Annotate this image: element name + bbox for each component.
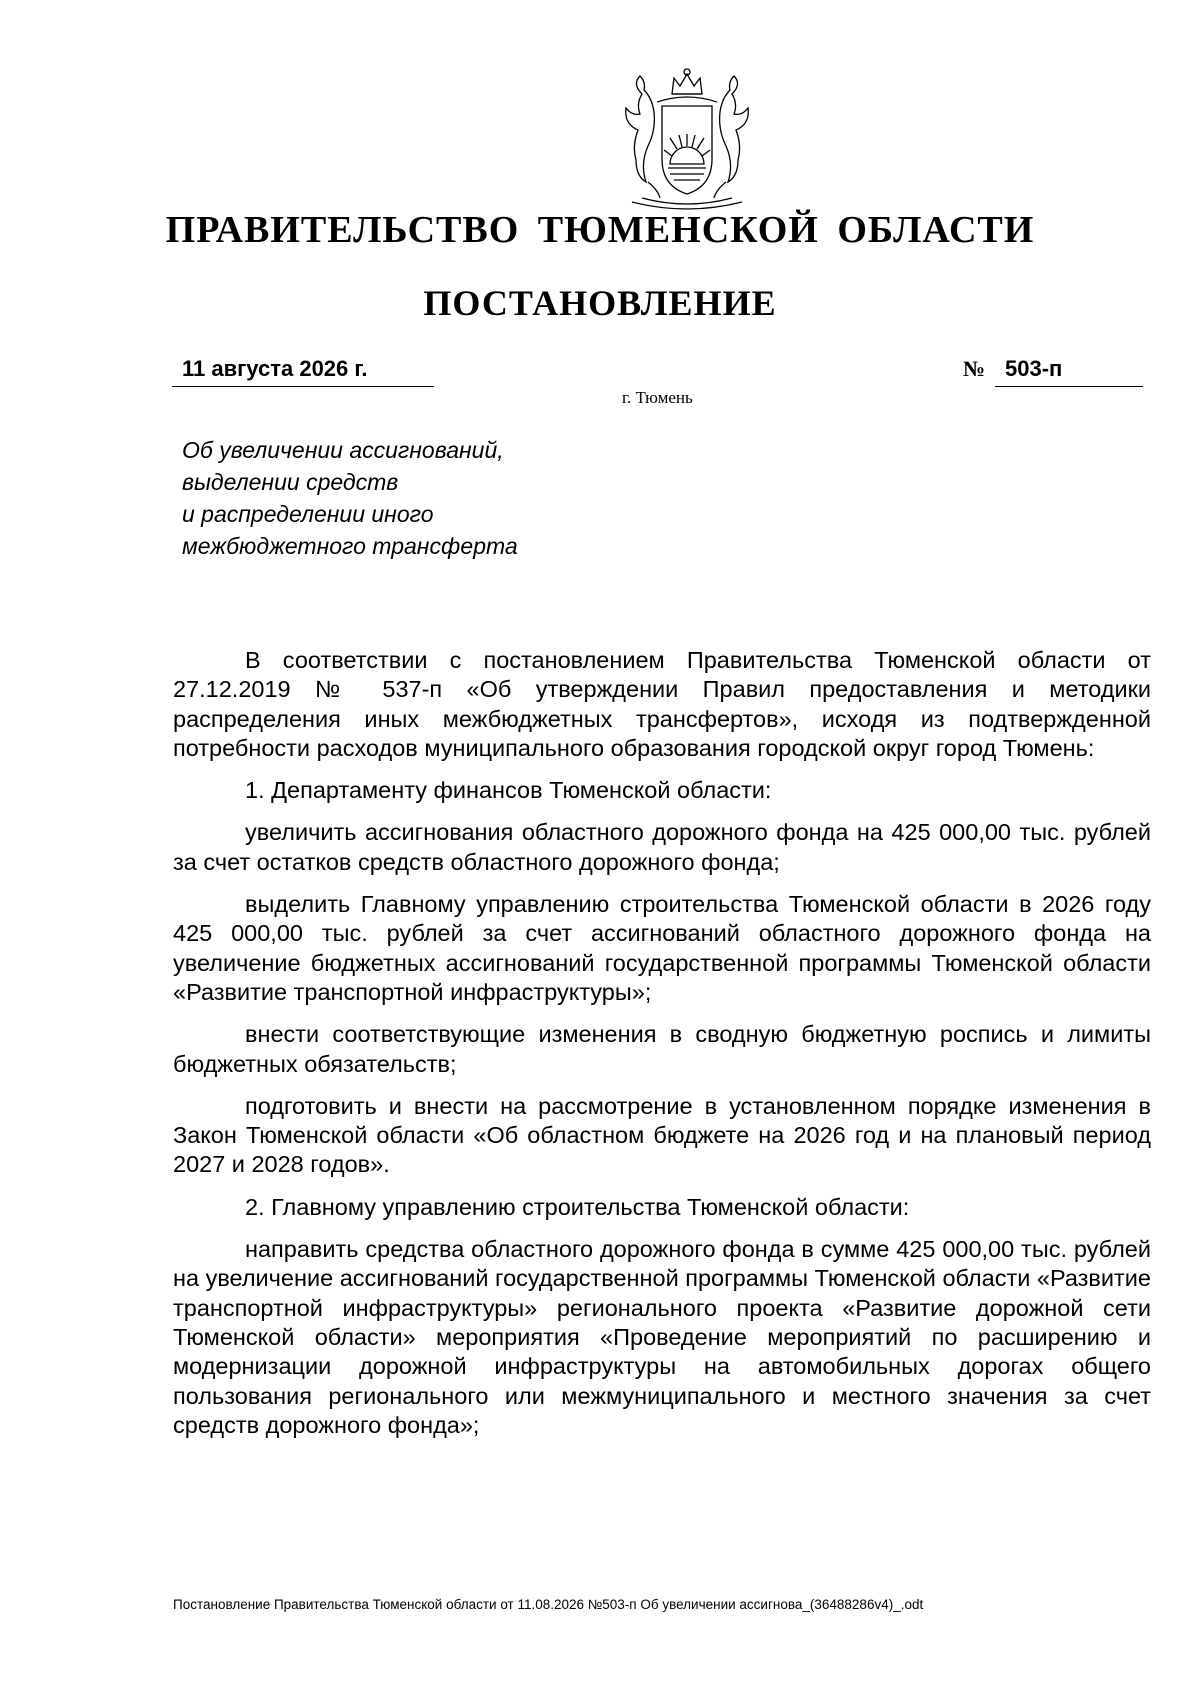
number-field [995, 354, 1143, 387]
coat-of-arms-icon [602, 64, 772, 214]
document-number: 503-п [1005, 356, 1063, 381]
document-subject [182, 434, 518, 562]
subject-line: межбюджетного трансферта [182, 533, 518, 559]
document-date: 11 августа 2026 г. [182, 356, 368, 381]
subject-line: Об увеличении ассигнований, [182, 437, 504, 463]
preamble-paragraph: В соответствии с постановлением Правительства Тюменской области от 27.12.2019 № 537-п «Об утверждении Правил предоставления и методики распределения иных межбюджетных трансфертов», исходя из подтвержденной потребности расходов муниципального образования городской округ город Тюмень: [173, 647, 1151, 761]
number-sign: № [963, 356, 986, 381]
document-body [173, 646, 1151, 1453]
date-field [172, 354, 434, 387]
clause-heading: 2. Главному управлению строительства Тюменской области: [245, 1193, 910, 1220]
clause-heading: 1. Департаменту финансов Тюменской области: [245, 777, 772, 804]
body-paragraph: подготовить и внести на рассмотрение в установленном порядке изменения в Закон Тюменской области «Об областном бюджете на 2026 год и на плановый период 2027 и 2028 годов». [173, 1092, 1151, 1178]
body-paragraph: увеличить ассигнования областного дорожного фонда на 425 000,00 тыс. рублей за счет остатков средств областного дорожного фонда; [173, 819, 1151, 875]
subject-line: и распределении иного [182, 501, 434, 527]
subject-line: выделении средств [182, 469, 399, 495]
body-paragraph: направить средства областного дорожного фонда в сумме 425 000,00 тыс. рублей на увеличение ассигнований государственной программы Тюменской области «Развитие транспортной инфраструктуры» регионального проекта «Развитие дорожной сети Тюменской области» мероприятия «Проведение мероприятий по расширению и модернизации дорожной инфраструктуры на автомобильных дорогах общего пользования регионального или межмуниципального и местного значения за счет средств дорожного фонда»; [173, 1236, 1151, 1438]
page-footer: Постановление Правительства Тюменской области от 11.08.2026 №503-п Об увеличении ассигнова_(36488286v4)_.odt [173, 1597, 924, 1612]
body-paragraph: выделить Главному управлению строительства Тюменской области в 2026 году 425 000,00 тыс. рублей за счет ассигнований областного дорожного фонда на увеличение бюджетных ассигнований государственной программы Тюменской области «Развитие транспортной инфраструктуры»; [173, 891, 1151, 1005]
document-type-heading: ПОСТАНОВЛЕНИЕ [423, 283, 777, 323]
body-paragraph: внести соответствующие изменения в сводную бюджетную роспись и лимиты бюджетных обязательств; [173, 1021, 1151, 1077]
government-title: ПРАВИТЕЛЬСТВО ТЮМЕНСКОЙ ОБЛАСТИ [165, 209, 1035, 251]
city-label: г. Тюмень [622, 388, 693, 407]
